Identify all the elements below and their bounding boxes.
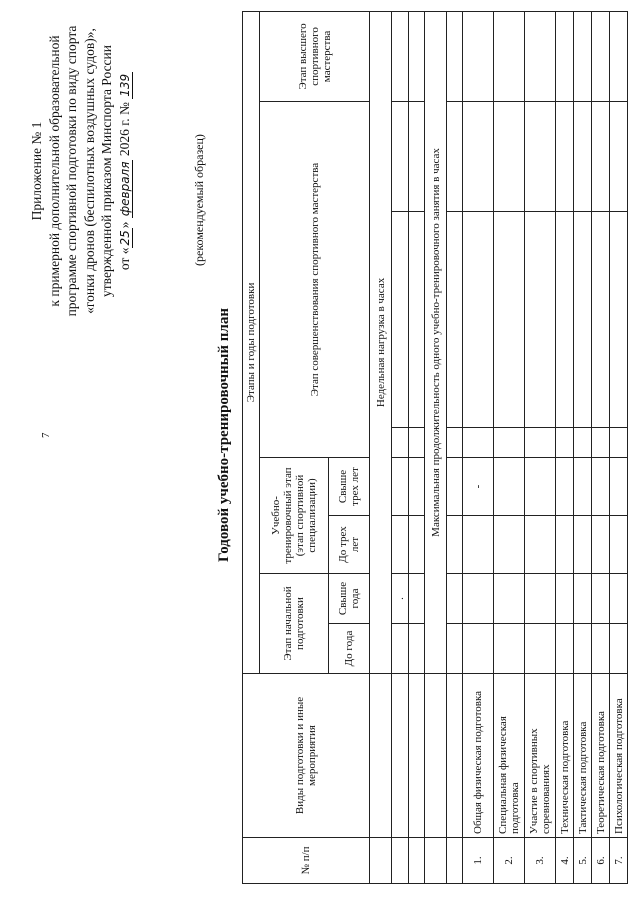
cell bbox=[574, 516, 592, 574]
appendix-line: к примерной дополнительной образовательной bbox=[46, 35, 62, 307]
max-duration-row: Максимальная продолжительность одного учебно-тренировочного занятия в часах bbox=[425, 11, 447, 673]
cell bbox=[574, 102, 592, 212]
cell bbox=[592, 516, 610, 574]
cell bbox=[525, 574, 556, 624]
row-number: 5. bbox=[574, 838, 592, 884]
header-kinds: Виды подготовки и иные мероприятия bbox=[243, 674, 370, 838]
cell bbox=[610, 574, 628, 624]
cell bbox=[574, 624, 592, 674]
header-stage-improvement: Этап совершенствования спортивного мастерства bbox=[260, 102, 370, 458]
cell bbox=[525, 458, 556, 516]
cell bbox=[463, 574, 494, 624]
date-prefix: от « bbox=[116, 247, 132, 271]
cell bbox=[370, 674, 392, 838]
cell bbox=[447, 574, 463, 624]
document-title: Годовой учебно-тренировочный план bbox=[216, 308, 232, 562]
cell bbox=[494, 624, 525, 674]
cell bbox=[610, 624, 628, 674]
cell bbox=[574, 574, 592, 624]
header-stages: Этапы и годы подготовки bbox=[243, 11, 260, 673]
cell bbox=[592, 428, 610, 458]
row-kind: Тактическая подготовка bbox=[574, 674, 592, 838]
header-stage-initial: Этап начальной подготовки bbox=[260, 574, 329, 674]
cell bbox=[392, 674, 409, 838]
cell bbox=[494, 574, 525, 624]
appendix-line: программе спортивной подготовки по виду спорта bbox=[64, 25, 79, 317]
cell bbox=[463, 624, 494, 674]
cell bbox=[392, 516, 409, 574]
cell bbox=[525, 11, 556, 101]
cell bbox=[463, 428, 494, 458]
row-kind: Техническая подготовка bbox=[556, 674, 574, 838]
cell bbox=[409, 574, 425, 624]
cell bbox=[409, 674, 425, 838]
cell bbox=[556, 624, 574, 674]
appendix-line: «гонки дронов (беспилотных воздушных судов)», bbox=[81, 28, 97, 314]
cell bbox=[610, 428, 628, 458]
row-number: 2. bbox=[494, 838, 525, 884]
row-number: 6. bbox=[592, 838, 610, 884]
cell bbox=[556, 102, 574, 212]
cell bbox=[574, 11, 592, 101]
cell bbox=[494, 428, 525, 458]
cell bbox=[592, 212, 610, 428]
row-number: 4. bbox=[556, 838, 574, 884]
cell bbox=[392, 11, 409, 101]
cell bbox=[392, 624, 409, 674]
cell bbox=[409, 212, 425, 428]
cell bbox=[556, 212, 574, 428]
cell bbox=[556, 574, 574, 624]
cell bbox=[463, 212, 494, 428]
cell bbox=[610, 11, 628, 101]
cell bbox=[463, 102, 494, 212]
appendix-block bbox=[28, 6, 133, 336]
cell bbox=[447, 838, 463, 884]
cell bbox=[392, 458, 409, 516]
cell bbox=[447, 11, 463, 101]
cell bbox=[409, 11, 425, 101]
cell bbox=[409, 428, 425, 458]
cell bbox=[525, 212, 556, 428]
cell bbox=[525, 624, 556, 674]
cell bbox=[463, 11, 494, 101]
page-number: 7 bbox=[40, 432, 52, 438]
cell bbox=[556, 428, 574, 458]
cell bbox=[409, 624, 425, 674]
cell bbox=[392, 838, 409, 884]
date-month-handwritten: февраля bbox=[117, 161, 132, 217]
cell bbox=[525, 102, 556, 212]
cell bbox=[556, 516, 574, 574]
cell bbox=[370, 838, 392, 884]
cell bbox=[409, 838, 425, 884]
cell bbox=[392, 428, 409, 458]
cell bbox=[494, 458, 525, 516]
date-mid: » bbox=[116, 221, 132, 229]
cell bbox=[409, 516, 425, 574]
appendix-line: Приложение № 1 bbox=[29, 121, 44, 221]
header-stage-highest: Этап высшего спортивного мастерства bbox=[260, 11, 370, 101]
row-kind: Психологическая подготовка bbox=[610, 674, 628, 838]
row-kind: Общая физическая подготовка bbox=[463, 674, 494, 838]
header-stage-training: Учебно-тренировочный этап (этап спортивной специализации) bbox=[260, 458, 329, 574]
initial-dot-mark: . bbox=[392, 574, 409, 624]
cell bbox=[574, 212, 592, 428]
cell bbox=[425, 838, 447, 884]
cell bbox=[425, 674, 447, 838]
cell bbox=[574, 428, 592, 458]
cell bbox=[525, 428, 556, 458]
plan-table bbox=[242, 11, 628, 884]
header-training-up-to-three: До трех лет bbox=[329, 516, 370, 574]
date-day-handwritten: 25 bbox=[117, 230, 132, 246]
order-number-handwritten: 139 bbox=[117, 73, 132, 97]
row-kind: Теоретическая подготовка bbox=[592, 674, 610, 838]
cell bbox=[556, 458, 574, 516]
cell bbox=[574, 458, 592, 516]
cell bbox=[610, 516, 628, 574]
row-number: 7. bbox=[610, 838, 628, 884]
cell bbox=[392, 212, 409, 428]
cell bbox=[610, 212, 628, 428]
cell bbox=[592, 458, 610, 516]
cell bbox=[525, 516, 556, 574]
header-initial-up-to-year: До года bbox=[329, 624, 370, 674]
appendix-line: утвержденной приказом Минспорта России bbox=[99, 45, 114, 297]
cell bbox=[494, 516, 525, 574]
cell bbox=[447, 516, 463, 574]
header-initial-over-year: Свыше года bbox=[329, 574, 370, 624]
cell bbox=[447, 624, 463, 674]
cell bbox=[610, 458, 628, 516]
cell bbox=[409, 458, 425, 516]
header-num: № п/п bbox=[243, 838, 370, 884]
cell bbox=[592, 574, 610, 624]
header-training-over-three: Свыше трех лет bbox=[329, 458, 370, 516]
cell bbox=[392, 102, 409, 212]
row-number: 3. bbox=[525, 838, 556, 884]
cell bbox=[409, 102, 425, 212]
recommended-note: (рекомендуемый образец) bbox=[192, 134, 206, 266]
cell bbox=[494, 102, 525, 212]
appendix-date-line bbox=[116, 6, 134, 336]
cell bbox=[610, 102, 628, 212]
row-number: 1. bbox=[463, 838, 494, 884]
row-kind: Участие в спортивных соревнованиях bbox=[525, 674, 556, 838]
weekly-load-row: Недельная нагрузка в часах bbox=[370, 11, 392, 673]
cell bbox=[447, 674, 463, 838]
cell bbox=[592, 102, 610, 212]
cell bbox=[447, 458, 463, 516]
cell bbox=[556, 11, 574, 101]
cell bbox=[447, 102, 463, 212]
cell bbox=[463, 516, 494, 574]
training-mark: - bbox=[463, 458, 494, 516]
row-kind: Специальная физическая подготовка bbox=[494, 674, 525, 838]
cell bbox=[447, 428, 463, 458]
cell bbox=[592, 624, 610, 674]
cell bbox=[592, 11, 610, 101]
date-year: 2026 г. № bbox=[116, 102, 132, 157]
cell bbox=[494, 212, 525, 428]
cell bbox=[447, 212, 463, 428]
cell bbox=[494, 11, 525, 101]
